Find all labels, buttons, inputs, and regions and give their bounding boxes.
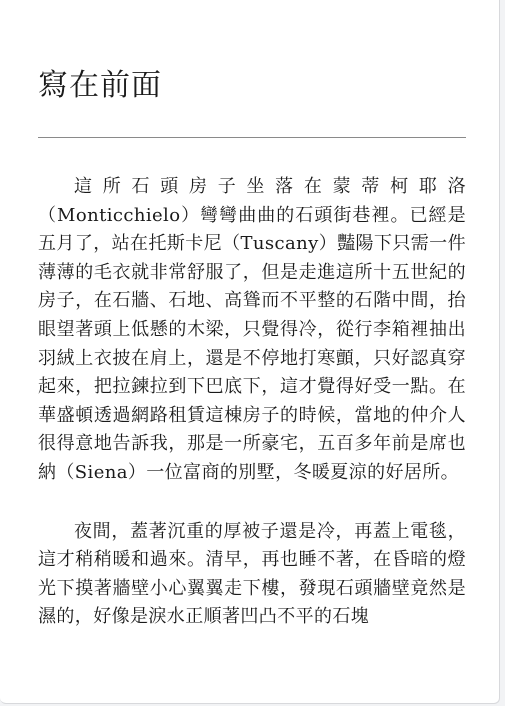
paragraph-2: 夜間，蓋著沉重的厚被子還是冷，再蓋上電毯，這才稍稍暖和過來。清早，再也睡不著，在昏暗的燈光下摸著牆壁小心翼翼走下樓，發現石頭牆壁竟然是濕的，好像是淚水正順著凹凸不平的石塊 [38, 520, 466, 628]
chapter-body [38, 173, 466, 632]
chapter-title: 寫在前面 [38, 68, 162, 103]
title-divider [38, 137, 466, 138]
paragraph-1: 這所石頭房子坐落在蒙蒂柯耶洛（Monticchielo）彎彎曲曲的石頭街巷裡。已經是五月了，站在托斯卡尼（Tuscany）豔陽下只需一件薄薄的毛衣就非常舒服了，但是走進這所十五世紀的房子，在石牆、石地、高聳而不平整的石階中間，抬眼望著頭上低懸的木梁，只覺得冷，從行李箱裡抽出羽絨上衣披在肩上，還是不停地打寒顫，只好認真穿起來，把拉鍊拉到下巴底下，這才覺得好受一點。在華盛頓透過網路租賃這棟房子的時候，當地的仲介人很得意地告訴我，那是一所豪宅，五百多年前是席也納（Siena）一位富商的別墅，冬暖夏涼的好居所。 [38, 176, 466, 483]
